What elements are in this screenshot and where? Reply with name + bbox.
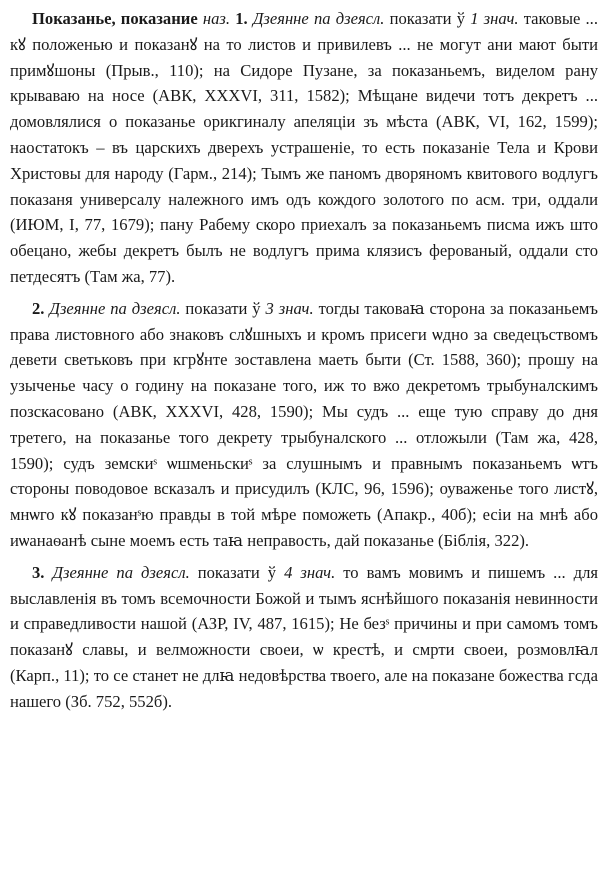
sense-1-number: 1. — [235, 9, 248, 28]
part-of-speech: наз. — [202, 9, 231, 28]
sense-1-definition: Дзеянне па дзеясл. — [252, 9, 385, 28]
sense-1-paragraph — [10, 6, 598, 290]
sense-3-paragraph — [10, 560, 598, 715]
sense-1-reference-word: показати ў — [389, 9, 466, 28]
sense-3-number: 3. — [32, 562, 45, 582]
sense-2-reference-sense: 3 знач. — [265, 298, 314, 318]
sense-3-citations: то вамъ мовимъ и пишемъ ... для выславленiя въ томъ всемочности Божой и тымъ яснѣйшого показанiя невинности и справедливости нашой (АЗР, IV, 487, 1615); Не безˢ причины и при самомъ томъ показанꙋ славы, и велможности своеи, ѡ крестѣ, и смрти своеи, розмовлꙗл (Карп., 11); то се станет не длꙗ недовѣрства твоего, але на показане божества гсда нашего (Зб. 752, 552б). — [10, 562, 598, 711]
dictionary-entry — [10, 6, 598, 715]
sense-3-definition: Дзеянне па дзеясл. — [52, 562, 190, 582]
sense-1-citations: таковые ... кꙋ положенью и показанꙋ на то листов и привилевъ ... не могут ани мают быти примꙋшоны (Прыв., 110); на Сидоре Пузане, за показаньемъ, виделом рану крываваю на носе (АВК, XXXVI, 311, 1582); Мѣщане видечи тотъ декретъ ... домовлялися о показанье орикгиналу апеляцiи зъ мѣста (АВК, VI, 162, 1599); наостатокъ – въ царскихъ дверехъ устрашенiе, то есть показанiе Тела и Крови Христовы для народу (Гарм., 214); Тымъ же паномъ дворяномъ квитового водлугъ показаня универсалу належного имъ одъ кождого золотого по асм. три, oддали (ИЮМ, I, 77, 1679); пану Рабему скоро приехалъ за показаньемъ писма ижъ што обецано, жебы декретъ былъ не водлугъ прима клязисъ ферованый, оддали сто петдесятъ (Там жа, 77). — [10, 9, 598, 286]
sense-2-paragraph — [10, 296, 598, 554]
sense-3-reference-word: показати ў — [197, 562, 277, 582]
entry-headword: Показанье, показание — [32, 9, 198, 28]
sense-2-reference-word: показати ў — [185, 298, 261, 318]
sense-1-reference-sense: 1 знач. — [470, 9, 519, 28]
sense-2-definition: Дзеянне па дзеясл. — [49, 298, 181, 318]
sense-2-citations: тогды таковаꙗ сторона за показаньемъ права листовного або знаковъ слꙋшныхъ и кромъ присеги ѡдно за сведецъствомъ девети светьковъ при кгрꙋнте зоставлена маеть быти (Ст. 1588, 360); прошу на узыченье часу о годину на показане того, иж то вжо декретомъ трыбуналскимъ позскасовано (АВК, XXXVI, 428, 1590); Мы судъ ... еще тую справу до дня третего, на показанье того декрету трыбуналского ... отложыли (Там жа, 428, 1590); судъ земскиˢ ѡшменьскиˢ за слушнымъ и правнымъ показаньемъ ѡтъ стороны поводовое всказалъ и присудилъ (КЛС, 96, 1596); оуваженье того листꙋ, мнѡго кꙋ показанˢю правды в той мѣре поможеть (Апакр., 40б); есіи на мнѣ або иѡанаѳанѣ сыне моемъ есть таꙗ неправость, дай показанье (Бiблiя, 322). — [10, 298, 599, 550]
sense-2-number: 2. — [32, 298, 45, 318]
sense-3-reference-sense: 4 знач. — [284, 562, 336, 582]
